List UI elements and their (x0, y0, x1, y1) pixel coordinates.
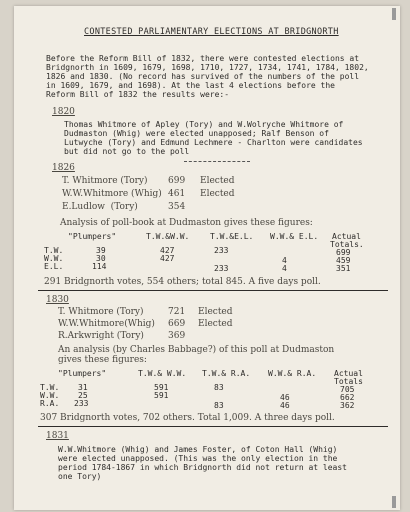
column-header: Totals (334, 377, 363, 386)
candidate-name: W.W.Whitmore (Whig) (62, 189, 162, 199)
table-cell: 351 (336, 264, 351, 273)
table-cell: 46 (280, 401, 290, 410)
table-cell: 662 (340, 393, 355, 402)
column-header: W.W.& E.L. (270, 232, 319, 241)
year-heading-1826: 1826 (52, 163, 75, 173)
column-header: Actual (334, 369, 363, 378)
table-cell: 699 (336, 248, 351, 257)
intro-line: Reform Bill of 1832 the results were:- (46, 90, 230, 99)
table-cell: 362 (340, 401, 355, 410)
table-cell: 114 (92, 262, 107, 271)
table-cell: 427 (160, 254, 175, 263)
election-text-line: but did not go to the poll (64, 147, 190, 156)
election-text-line: Thomas Whitmore of Apley (Tory) and W.Wolryche Whitmore of (64, 120, 344, 129)
row-label: T.W. (44, 246, 64, 255)
column-header: T.W.&E.L. (210, 232, 254, 241)
analysis-caption: gives these figures: (58, 355, 147, 365)
document-title: CONTESTED PARLIAMENTARY ELECTIONS AT BRIDGNORTH (84, 27, 339, 37)
table-cell: 4 (282, 256, 287, 265)
column-header: "Plumpers" (68, 232, 117, 241)
election-text-line: were elected unapposed. (This was the only election in the (58, 454, 338, 463)
page-edge-mark (392, 8, 396, 20)
intro-line: 1826 and 1830. (No record has survived of the numbers of the poll (46, 72, 360, 81)
election-text-line: one Tory) (58, 472, 102, 481)
table-cell: 233 (214, 264, 229, 273)
analysis-caption: An analysis (by Charles Babbage?) of this poll at Dudmaston (58, 345, 335, 355)
intro-line: in 1609, 1679, and 1698). At the last 4 elections before the (46, 81, 335, 90)
candidate-votes: 669 (168, 319, 186, 329)
table-cell: 427 (160, 246, 175, 255)
table-cell: 591 (154, 383, 169, 392)
row-label: W.W. (44, 254, 64, 263)
candidate-votes: 369 (168, 331, 186, 341)
candidate-result: Elected (198, 319, 233, 329)
intro-line: Before the Reform Bill of 1832, there were contested elections at (46, 54, 360, 63)
column-header: T.W.&W.W. (146, 232, 190, 241)
table-cell: 46 (280, 393, 290, 402)
candidate-votes: 354 (168, 202, 186, 212)
candidate-votes: 699 (168, 176, 186, 186)
poll-summary: 307 Bridgnorth votes, 702 others. Total 1,009. A three days poll. (40, 413, 335, 423)
table-cell: 83 (214, 401, 224, 410)
candidate-votes: 721 (168, 307, 186, 317)
table-cell: 4 (282, 264, 287, 273)
candidate-name: T. Whitmore (Tory) (62, 176, 148, 186)
candidate-result: Elected (198, 307, 233, 317)
document-page (14, 6, 400, 510)
candidate-result: Elected (200, 189, 235, 199)
column-header: Actual (332, 232, 361, 241)
column-header: Totals. (330, 240, 364, 249)
table-cell: 30 (96, 254, 106, 263)
table-cell: 233 (74, 399, 89, 408)
table-cell: 459 (336, 256, 351, 265)
candidate-name: W.W.Whitmore(Whig) (58, 319, 155, 329)
row-label: R.A. (40, 399, 60, 408)
table-cell: 83 (214, 383, 224, 392)
row-label: W.W. (40, 391, 60, 400)
table-cell: 39 (96, 246, 106, 255)
year-heading-1830: 1830 (46, 295, 69, 305)
page-edge-mark (392, 496, 396, 508)
table-cell: 25 (78, 391, 88, 400)
table-cell: 591 (154, 391, 169, 400)
row-label: E.L. (44, 262, 64, 271)
candidate-name: E.Ludlow (Tory) (62, 202, 138, 212)
section-divider (184, 161, 250, 162)
table-cell: 31 (78, 383, 88, 392)
election-text-line: W.W.Whitmore (Whig) and James Foster, of Coton Hall (Whig) (58, 445, 338, 454)
candidate-name: T. Whitmore (Tory) (58, 307, 144, 317)
poll-summary: 291 Bridgnorth votes, 554 others; total 845. A five days poll. (44, 277, 321, 287)
intro-line: Bridgnorth in 1609, 1679, 1698, 1710, 1727, 1734, 1741, 1784, 1802, (46, 63, 369, 72)
election-text-line: period 1784-1867 in which Bridgnorth did not return at least (58, 463, 347, 472)
table-cell: 233 (214, 246, 229, 255)
section-divider (38, 426, 388, 427)
analysis-caption: Analysis of poll-book at Dudmaston gives these figures: (60, 218, 313, 228)
candidate-name: R.Arkwright (Tory) (58, 331, 144, 341)
column-header: "Plumpers" (58, 369, 107, 378)
section-divider (38, 290, 388, 291)
election-text-line: Dudmaston (Whig) were elected unapposed; Ralf Benson of (64, 129, 329, 138)
column-header: T.W.& R.A. (202, 369, 251, 378)
column-header: W.W.& R.A. (268, 369, 317, 378)
row-label: T.W. (40, 383, 60, 392)
candidate-result: Elected (200, 176, 235, 186)
year-heading-1831: 1831 (46, 431, 69, 441)
column-header: T.W.& W.W. (138, 369, 187, 378)
candidate-votes: 461 (168, 189, 186, 199)
election-text-line: Lutwyche (Tory) and Edmund Lechmere - Charlton were candidates (64, 138, 363, 147)
table-cell: 705 (340, 385, 355, 394)
year-heading-1820: 1820 (52, 107, 75, 117)
